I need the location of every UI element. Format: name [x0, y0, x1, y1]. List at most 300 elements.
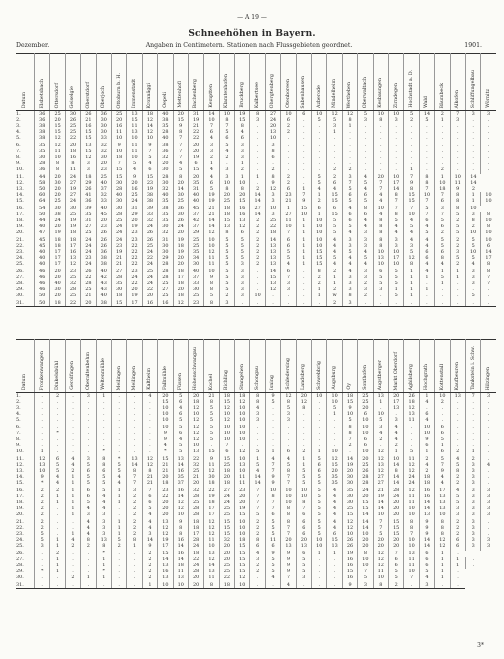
snow-depth-cell: .	[373, 293, 388, 301]
snow-depth-cell: 5	[265, 525, 280, 531]
snow-depth-cell: 6	[486, 243, 491, 249]
snow-depth-cell: 8	[127, 537, 142, 543]
date-cell: 23.	[16, 249, 35, 255]
date-cell: 29.	[16, 287, 35, 293]
snow-depth-cell: 4	[250, 551, 265, 557]
snow-depth-cell: 6	[373, 269, 388, 275]
snow-depth-cell: 3	[465, 506, 480, 512]
snow-depth-cell: 2	[219, 155, 234, 161]
snow-depth-cell: 11	[204, 261, 219, 269]
snow-depth-cell: 25	[50, 111, 65, 118]
snow-depth-cell: .	[250, 300, 265, 307]
snow-depth-cell: 35	[158, 123, 173, 129]
date-cell: 5.	[16, 135, 35, 143]
snow-depth-cell: 7	[404, 206, 419, 212]
snow-depth-cell: .	[250, 143, 265, 149]
snow-depth-cell: 21	[111, 261, 126, 269]
snow-depth-cell: 32	[188, 488, 203, 494]
snow-depth-cell: 2	[342, 167, 357, 175]
snow-depth-cell: 20	[219, 192, 234, 198]
snow-depth-cell: .	[342, 155, 357, 161]
date-cell: 4.	[16, 129, 35, 135]
snow-depth-cell: 12	[188, 405, 203, 411]
snow-depth-cell: 30	[158, 167, 173, 175]
snow-depth-cell: 12	[373, 563, 388, 569]
snow-depth-cell: 7	[173, 155, 188, 161]
snow-depth-cell: 5	[219, 269, 234, 275]
snow-depth-cell: .	[312, 123, 327, 129]
snow-depth-cell: 10	[373, 411, 388, 417]
snow-depth-cell: 6	[281, 269, 296, 275]
snow-depth-cell: 24	[404, 480, 419, 488]
snow-depth-cell: 45	[188, 206, 203, 212]
snow-depth-cell: .	[404, 582, 419, 589]
snow-depth-cell: 3	[281, 287, 296, 293]
snow-depth-cell: 6	[142, 494, 157, 500]
snow-depth-cell: 1	[435, 174, 450, 180]
snow-depth-cell: 15	[81, 135, 96, 143]
snow-depth-cell: 3	[235, 261, 250, 269]
column-header-label: Wörnitz	[485, 89, 491, 109]
snow-depth-cell: .	[127, 443, 142, 449]
snow-depth-cell: 8	[373, 237, 388, 243]
snow-depth-cell: .	[435, 411, 450, 417]
snow-depth-cell: 13	[265, 243, 280, 249]
snow-depth-cell: .	[450, 582, 465, 589]
table-row	[16, 167, 496, 175]
snow-depth-cell: 6	[296, 551, 311, 557]
snow-depth-cell: 12	[404, 462, 419, 468]
snow-depth-cell: 3	[486, 537, 491, 543]
snow-depth-cell: 6	[419, 563, 434, 569]
snow-depth-cell: 15	[127, 117, 142, 123]
snow-depth-cell: 21	[204, 393, 219, 400]
snow-depth-cell: 14	[358, 519, 373, 525]
snow-depth-cell: .	[296, 417, 311, 425]
snow-depth-cell: 9	[265, 180, 280, 186]
column-header	[50, 340, 65, 393]
snow-depth-cell: 40	[96, 206, 111, 212]
snow-depth-cell: 4	[327, 261, 342, 269]
snow-depth-cell: 3	[373, 425, 388, 431]
snow-depth-cell: 2	[450, 243, 465, 249]
snow-depth-cell: 6	[81, 468, 96, 474]
snow-depth-cell: 8	[404, 525, 419, 531]
snow-depth-cell: .	[81, 582, 96, 589]
date-cell: 26.	[16, 269, 35, 275]
snow-depth-cell: 3	[486, 493, 491, 500]
snow-depth-cell: 14	[485, 249, 492, 255]
snow-depth-cell: 12	[265, 186, 280, 192]
snow-depth-cell: 1	[327, 411, 342, 417]
snow-depth-cell: .	[50, 582, 65, 589]
snow-depth-cell: 1	[296, 261, 311, 269]
snow-depth-cell: 17	[65, 243, 80, 249]
snow-depth-cell: 10	[235, 405, 250, 411]
snow-depth-cell: .	[312, 161, 327, 167]
snow-depth-cell: 38	[96, 255, 111, 261]
snow-depth-cell: 14	[419, 506, 434, 512]
snow-depth-cell: 35	[158, 198, 173, 206]
snow-depth-cell: .	[457, 574, 459, 581]
column-header	[342, 54, 357, 111]
snow-depth-cell: 3	[219, 167, 234, 175]
snow-depth-cell: 45	[35, 237, 50, 243]
column-header	[16, 340, 35, 393]
snow-depth-cell: 1	[312, 293, 327, 301]
snow-depth-cell: 16	[65, 155, 80, 161]
snow-depth-cell: 5	[388, 575, 403, 583]
snow-depth-cell: 8	[96, 462, 111, 468]
snow-depth-cell: 15	[327, 212, 342, 218]
snow-depth-cell: 15	[235, 551, 250, 557]
column-header-label: Hochgrath	[424, 364, 430, 391]
snow-depth-cell: .	[96, 425, 111, 431]
snow-depth-cell: 8	[50, 167, 65, 175]
snow-depth-cell: 39	[142, 206, 157, 212]
snow-depth-cell: 54	[35, 206, 50, 212]
snow-depth-cell: 10	[404, 543, 419, 551]
date-cell: 18.	[16, 218, 35, 224]
snow-depth-cell: 14	[265, 269, 280, 275]
snow-depth-cell: 4	[327, 237, 342, 243]
snow-depth-cell: 15	[342, 569, 357, 575]
snow-depth-cell: 30	[96, 123, 111, 129]
snow-depth-cell: 24	[142, 261, 157, 269]
snow-depth-cell: 2	[142, 563, 157, 569]
snow-depth-cell: 3	[465, 500, 480, 506]
snow-depth-cell: 10	[188, 443, 203, 449]
column-header	[404, 340, 419, 393]
snow-depth-cell: 16	[419, 494, 434, 500]
snow-depth-cell: 1	[65, 506, 80, 512]
snow-depth-cell: 11	[204, 255, 219, 261]
snow-depth-cell: 2	[435, 111, 450, 118]
snow-depth-cell: 28	[111, 275, 126, 281]
snow-depth-cell: 5	[296, 468, 311, 474]
snow-depth-cell: 20	[188, 149, 203, 155]
snow-depth-cell: 5	[404, 111, 419, 118]
snow-depth-cell: 10	[235, 411, 250, 417]
snow-depth-cell: 14	[173, 494, 188, 500]
column-header-label: Kaufbeuren	[455, 361, 461, 391]
snow-depth-cell: 5	[204, 425, 219, 431]
snow-depth-cell: 9	[142, 543, 157, 551]
snow-depth-cell: 8	[281, 519, 296, 525]
snow-depth-cell: 40	[35, 255, 50, 261]
snow-depth-cell: 17	[204, 512, 219, 520]
snow-depth-cell: 7	[111, 161, 126, 167]
snow-depth-cell: 2	[111, 543, 126, 551]
column-header-label: Hochstadt a. D.	[408, 70, 414, 109]
snow-depth-cell: .	[388, 143, 403, 149]
snow-depth-cell: 3	[81, 393, 96, 400]
snow-depth-cell: .	[142, 405, 157, 411]
snow-depth-cell: 18	[50, 237, 65, 243]
snow-depth-cell: .	[312, 399, 327, 405]
snow-depth-cell: .	[312, 143, 327, 149]
snow-depth-cell: .	[404, 425, 419, 431]
snow-depth-cell: 2	[327, 300, 342, 307]
snow-depth-cell: .	[281, 155, 296, 161]
snow-depth-cell: 4	[435, 474, 450, 480]
snow-depth-cell: .	[327, 437, 342, 443]
snow-depth-cell: .	[281, 293, 296, 301]
snow-depth-cell: 7	[388, 206, 403, 212]
snow-depth-cell: 3	[81, 167, 96, 175]
snow-depth-cell: 47	[35, 230, 50, 238]
snow-depth-cell: 3	[465, 474, 480, 480]
snow-depth-cell: 5	[219, 129, 234, 135]
snow-depth-cell: 22	[158, 494, 173, 500]
snow-depth-cell: 1	[435, 563, 450, 569]
date-cell: 27.	[16, 557, 35, 563]
snow-depth-cell: 20	[50, 186, 65, 192]
snow-depth-cell: .	[65, 563, 80, 569]
page-title: Schneehöhen in Bayern.	[188, 29, 316, 39]
snow-depth-cell: .	[450, 287, 465, 293]
snow-depth-cell: .	[219, 161, 234, 167]
snow-depth-cell: 8	[250, 111, 265, 118]
snow-depth-cell: 7	[281, 474, 296, 480]
date-cell: 12.	[16, 462, 35, 468]
snow-depth-cell: .	[250, 443, 265, 449]
snow-depth-cell: 4	[281, 456, 296, 462]
snow-depth-cell: .	[404, 135, 419, 143]
snow-depth-cell: 3	[235, 287, 250, 293]
column-header	[342, 340, 357, 393]
snow-depth-cell: 5	[96, 488, 111, 494]
snow-depth-cell: .	[35, 405, 50, 411]
column-header	[81, 54, 96, 111]
snow-depth-cell: 21	[188, 123, 203, 129]
table-1-header-row	[16, 54, 496, 111]
date-cell: 22.	[16, 525, 35, 531]
snow-depth-cell: 2	[450, 237, 465, 243]
snow-depth-cell: 10	[235, 525, 250, 531]
snow-depth-cell: 16	[419, 488, 434, 494]
column-header	[250, 54, 265, 111]
snow-depth-cell: .	[281, 443, 296, 449]
snow-depth-cell: 10	[485, 237, 492, 243]
snow-depth-cell: 14	[250, 212, 265, 218]
snow-depth-cell: 16	[173, 488, 188, 494]
snow-depth-cell: 24	[219, 500, 234, 506]
snow-depth-cell: 10	[281, 494, 296, 500]
snow-depth-cell: 5	[358, 575, 373, 583]
snow-depth-cell: 5	[219, 255, 234, 261]
snow-depth-cell: .	[127, 417, 142, 425]
snow-depth-cell: .	[465, 411, 480, 417]
snow-depth-cell: .	[96, 411, 111, 417]
snow-depth-cell: 18	[173, 281, 188, 287]
snow-depth-cell: 6	[327, 531, 342, 537]
snow-depth-cell: 7	[296, 506, 311, 512]
snow-depth-cell: 38	[96, 300, 111, 307]
snow-depth-cell: 50	[35, 212, 50, 218]
snow-depth-cell: .	[465, 399, 480, 405]
snow-depth-cell: .	[388, 123, 403, 129]
snow-depth-cell: .	[65, 417, 80, 425]
snow-depth-cell: 6	[419, 255, 434, 261]
snow-depth-cell: 42	[96, 275, 111, 281]
snow-depth-cell: 2	[450, 474, 465, 480]
snow-depth-cell: .	[142, 431, 157, 437]
snow-depth-cell: 1	[296, 243, 311, 249]
snow-depth-cell: 1	[465, 449, 480, 457]
column-header-label: Kochel	[208, 373, 214, 391]
snow-depth-cell: 4	[219, 149, 234, 155]
snow-depth-cell: 20	[173, 261, 188, 269]
snow-depth-cell: 3	[450, 117, 465, 123]
snow-depth-cell: 1	[465, 198, 480, 206]
snow-depth-cell: .	[373, 129, 388, 135]
date-cell: 30.	[16, 293, 35, 301]
snow-depth-cell: 12	[235, 449, 250, 457]
snow-depth-cell: 20	[50, 275, 65, 281]
snow-depth-cell: .	[327, 575, 342, 583]
snow-depth-cell: 2	[250, 237, 265, 243]
snow-depth-cell: .	[358, 149, 373, 155]
snow-depth-cell: 2	[65, 543, 80, 551]
snow-depth-cell: 10	[312, 111, 327, 118]
snow-depth-cell: 10	[158, 582, 173, 589]
snow-depth-cell: 7	[342, 180, 357, 186]
snow-depth-cell: 4	[373, 192, 388, 198]
snow-depth-cell: 3	[358, 582, 373, 589]
date-cell: 14.	[16, 474, 35, 480]
snow-depth-cell: 13	[419, 512, 434, 520]
snow-depth-cell: 20	[219, 551, 234, 557]
snow-depth-cell: 5	[465, 237, 480, 243]
snow-depth-cell: .	[35, 575, 50, 583]
snow-depth-cell: 7	[435, 212, 450, 218]
snow-depth-cell: 25	[188, 500, 203, 506]
snow-depth-cell: .	[487, 480, 490, 486]
snow-depth-cell: 20	[96, 218, 111, 224]
snow-depth-cell: 25	[358, 393, 373, 400]
snow-depth-cell: 10	[388, 174, 403, 180]
snow-depth-cell: 31	[81, 218, 96, 224]
snow-depth-cell: 3	[486, 499, 491, 506]
snow-depth-cell: 15	[111, 300, 126, 307]
snow-depth-cell: 26	[342, 537, 357, 543]
snow-depth-cell: 5	[388, 218, 403, 224]
snow-depth-cell: 30	[35, 155, 50, 161]
snow-depth-cell: 7	[250, 506, 265, 512]
date-cell: 23.	[16, 531, 35, 537]
snow-depth-cell: 10	[173, 582, 188, 589]
snow-depth-cell: .	[250, 269, 265, 275]
snow-depth-cell: .	[296, 275, 311, 281]
snow-depth-cell: 15	[219, 456, 234, 462]
snow-depth-cell: 27	[111, 269, 126, 275]
snow-depth-cell: .	[50, 512, 65, 520]
snow-depth-cell: 14	[265, 237, 280, 243]
snow-depth-cell: 10	[388, 249, 403, 255]
snow-depth-cell: 5	[50, 462, 65, 468]
snow-depth-cell: 20	[388, 512, 403, 520]
snow-depth-cell: 10	[158, 405, 173, 411]
snow-depth-cell: 11	[404, 557, 419, 563]
snow-depth-cell: 6	[388, 563, 403, 569]
snow-depth-cell: 15	[342, 512, 357, 520]
snow-depth-cell: 26	[65, 117, 80, 123]
snow-depth-cell: 8	[235, 186, 250, 192]
snow-depth-cell: 1	[312, 449, 327, 457]
snow-depth-cell: .	[296, 281, 311, 287]
snow-depth-cell: 8	[219, 117, 234, 123]
snow-depth-cell: 4	[342, 255, 357, 261]
snow-depth-cell: 20	[50, 174, 65, 180]
snow-depth-cell: 5	[373, 531, 388, 537]
snow-depth-cell: 19	[50, 230, 65, 238]
snow-depth-cell: .	[465, 123, 480, 129]
column-header	[312, 54, 327, 111]
snow-depth-cell: 5	[342, 249, 357, 255]
snow-depth-cell: 2	[342, 443, 357, 449]
snow-depth-cell: .	[450, 161, 465, 167]
snow-depth-cell: 4	[142, 525, 157, 531]
snow-depth-cell: 23	[127, 237, 142, 243]
snow-depth-cell: .	[419, 167, 434, 175]
snow-depth-cell: 1	[265, 449, 280, 457]
snow-depth-cell: 5	[35, 531, 50, 537]
column-header	[188, 340, 203, 393]
snow-depth-cell: 13	[373, 255, 388, 261]
snow-depth-cell: 12	[404, 405, 419, 411]
snow-depth-cell: 4	[373, 198, 388, 206]
snow-depth-cell: .	[127, 582, 142, 589]
snow-depth-cell: 10	[111, 135, 126, 143]
snow-depth-cell: 4	[419, 224, 434, 230]
snow-depth-cell: 20	[50, 293, 65, 301]
snow-depth-cell: .	[81, 437, 96, 443]
snow-depth-cell: .	[450, 167, 465, 175]
snow-depth-cell: .	[312, 425, 327, 431]
snow-depth-cell: 16	[142, 300, 157, 307]
snow-depth-cell: 12	[204, 249, 219, 255]
snow-depth-cell: 5	[450, 462, 465, 468]
column-header-label: Dinkelsbühl	[54, 361, 60, 391]
snow-depth-cell: 3	[465, 212, 480, 218]
snow-depth-cell: 6	[50, 456, 65, 462]
snow-depth-cell: 15	[219, 519, 234, 525]
snow-depth-cell: 3	[450, 506, 465, 512]
snow-depth-cell: 18	[65, 149, 80, 155]
snow-depth-cell: 5	[265, 519, 280, 525]
snow-depth-cell: 8	[450, 206, 465, 212]
snow-depth-cell: 7	[204, 123, 219, 129]
table-row	[16, 198, 496, 206]
snow-depth-cell: 21	[373, 488, 388, 494]
snow-depth-cell: 15	[404, 192, 419, 198]
column-header	[16, 54, 35, 111]
snow-depth-cell: 25	[188, 468, 203, 474]
snow-depth-cell: 7	[404, 174, 419, 180]
date-cell: 5.	[16, 417, 35, 425]
snow-depth-cell: 8	[435, 255, 450, 261]
table-row	[16, 300, 496, 307]
snow-depth-cell: .	[487, 456, 490, 462]
column-header-label: Immenstadt	[131, 78, 137, 109]
snow-depth-cell: .	[327, 557, 342, 563]
column-header-label: Klamtenhofen	[224, 74, 230, 109]
column-header	[296, 54, 311, 111]
snow-depth-cell: .	[111, 563, 126, 569]
snow-depth-cell: 14	[173, 543, 188, 551]
snow-depth-cell: 12	[204, 230, 219, 238]
